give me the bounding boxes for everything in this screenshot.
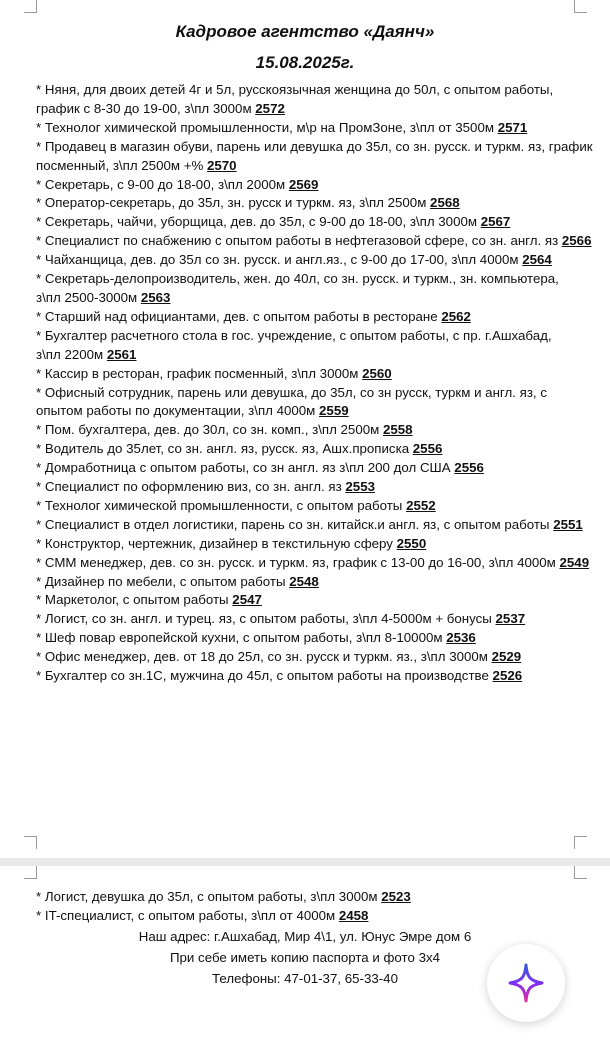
vacancy-text: * Конструктор, чертежник, дизайнер в текстильную сферу [36,535,397,551]
vacancy-item [36,421,596,440]
vacancy-item [36,888,596,907]
vacancy-number: 2551 [553,516,583,532]
vacancy-number: 2568 [430,195,460,211]
vacancy-text: * Специалист по снабжению с опытом работы в нефтегазовой сфере, со зн. англ. яз [36,233,562,249]
vacancy-number: 2550 [396,535,427,551]
vacancy-item [36,478,596,497]
page-corner-mark [574,866,587,879]
vacancy-item [36,440,596,459]
document-date: 15.08.2025г. [255,53,355,72]
vacancy-text: * Секретарь, с 9-00 до 18-00, з\пл 2000м [36,176,289,192]
vacancy-item [36,629,596,648]
vacancy-text: * Домработница с опытом работы, со зн англ. яз з\пл 200 дол США [36,460,455,476]
assistant-fab-button[interactable] [487,944,565,1022]
vacancy-text: * Няня, для двоих детей 4г и 5л, русскоязычная женщина до 50л, с опытом работы, график с 8-30 до 19-00, з\пл 3000м [36,82,554,116]
vacancy-text: * Логист, девушка до 35л, с опытом работы, з\пл 3000м [36,889,382,904]
sparkle-icon [508,963,544,1003]
vacancy-text: * Специалист в отдел логистики, парень со зн. китайск.и англ. яз, с опытом работы [36,516,554,532]
vacancy-number: 2558 [382,422,413,438]
vacancy-item [36,327,596,365]
documents-note: При себе иметь копию паспорта и фото 3х4 [169,950,441,965]
vacancy-item [36,176,596,195]
vacancy-item [36,610,596,629]
vacancy-number: 2566 [561,233,592,249]
vacancy-text: * Офисный сотрудник, парень или девушка, до 35л, со зн русск, туркм и англ. яз, с опытом работы по документации, з\пл 4000м [36,384,547,419]
vacancy-item [36,667,596,686]
vacancy-text: * Бухгалтер со зн.1С, мужчина до 45л, с опытом работы на производстве [36,668,493,684]
vacancy-text: * Специалист по оформлению виз, со зн. англ. яз [36,479,346,495]
vacancy-item [36,573,596,592]
vacancy-number: 2552 [406,497,436,513]
vacancy-item [36,232,596,251]
vacancy-text: * Секретарь, чайчи, уборщица, дев. до 35л, с 9-00 до 18-00, з\пл 3000м [36,214,481,230]
vacancy-number: 2567 [480,214,511,230]
vacancy-text: * Секретарь-делопроизводитель, жен. до 40л, со зн. русск. и туркм., зн. компьютера, з\пл 2500-3000м [36,271,559,305]
page-corner-mark [24,0,37,13]
vacancy-item [36,591,596,610]
vacancy-item [36,138,596,176]
vacancy-text: * Технолог химической промышленности, с опытом работы [36,497,407,513]
vacancy-number: 2563 [140,289,171,305]
vacancy-number: 2549 [559,554,590,570]
vacancy-number: 2572 [255,100,285,116]
vacancy-text: * Маркетолог, с опытом работы [36,592,233,608]
page-corner-mark [574,836,587,849]
vacancy-item [36,194,596,213]
vacancy-number: 2569 [288,176,319,192]
page-corner-mark [574,0,587,13]
vacancy-item [36,535,596,554]
vacancy-list [36,81,596,686]
vacancy-item [36,119,596,138]
vacancy-text: * Продавец в магазин обуви, парень или девушка до 35л, со зн. русск. и туркм. яз, график посменный, з\пл 2500м +% [36,138,593,173]
vacancy-item [36,270,596,308]
vacancy-number: 2564 [522,252,552,268]
vacancy-number: 2561 [106,346,137,362]
vacancy-item [36,365,596,384]
vacancy-text: * Чайханщица, дев. до 35л со зн. русск. и англ.яз., с 9-00 до 17-00, з\пл 4000м [36,252,523,268]
vacancy-text: * Офис менеджер, дев. от 18 до 25л, со зн. русск и туркм. яз., з\пл 3000м [36,649,492,665]
vacancy-text: * Старший над официантами, дев. с опытом работы в ресторане [36,308,442,324]
vacancy-number: 2537 [495,611,526,627]
vacancy-text: * IT-специалист, с опытом работы, з\пл от 4000м [36,907,339,923]
vacancy-number: 2560 [362,365,392,381]
office-address: Наш адрес: г.Ашхабад, Мир 4\1, ул. Юнус Эмре дом 6 [138,929,472,944]
vacancy-number: 2458 [338,907,369,923]
vacancy-text: * Логист, со зн. англ. и турец. яз, с опытом работы, з\пл 4-5000м + бонусы [36,611,496,627]
vacancy-number: 2559 [319,403,349,419]
vacancy-number: 2547 [232,592,262,608]
vacancy-item [36,497,596,516]
vacancy-text: * Дизайнер по мебели, с опытом работы [36,573,290,589]
vacancy-number: 2523 [381,889,411,904]
vacancy-item [36,648,596,667]
vacancy-text: * Пом. бухгалтера, дев. до 30л, со зн. комп., з\пл 2500м [36,422,383,438]
vacancy-item [36,516,596,535]
vacancy-text: * Технолог химической промышленности, м\р на ПромЗоне, з\пл от 3500м [36,119,498,135]
vacancy-text: * Шеф повар европейской кухни, с опытом работы, з\пл 8-10000м [36,630,447,646]
vacancy-number: 2536 [446,630,476,646]
vacancy-number: 2571 [497,119,528,135]
vacancy-item [36,384,596,422]
vacancy-item [36,907,596,926]
agency-title: Кадровое агентство «Даянч» [175,22,435,41]
vacancy-text: * Оператор-секретарь, до 35л, зн. русск и туркм. яз, з\пл 2500м [36,195,431,211]
vacancy-number: 2548 [289,573,319,589]
vacancy-item [36,459,596,478]
vacancy-item [36,213,596,232]
vacancy-text: * СММ менеджер, дев. со зн. русск. и туркм. яз, график с 13-00 до 16-00, з\пл 4000м [36,554,560,570]
vacancy-text: * Кассир в ресторан, график посменный, з\пл 3000м [36,365,363,381]
vacancy-list [36,888,596,926]
phone-numbers: Телефоны: 47-01-37, 65-33-40 [212,971,398,986]
vacancy-number: 2570 [206,157,237,173]
vacancy-text: * Водитель до 35лет, со зн. англ. яз, русск. яз, Ашх.прописка [36,441,413,457]
vacancy-number: 2556 [412,441,443,457]
vacancy-number: 2562 [441,308,471,324]
vacancy-item [36,554,596,573]
vacancy-item [36,81,596,119]
vacancy-number: 2526 [492,668,523,684]
vacancy-item [36,251,596,270]
vacancy-number: 2553 [345,479,375,495]
vacancy-number: 2556 [454,460,484,476]
vacancy-item [36,308,596,327]
vacancy-text: * Бухгалтер расчетного стола в гос. учреждение, с опытом работы, с пр. г.Ашхабад, з\пл 2200м [36,327,552,362]
page-corner-mark [24,866,37,879]
page-corner-mark [24,836,37,849]
vacancy-number: 2529 [491,649,522,665]
